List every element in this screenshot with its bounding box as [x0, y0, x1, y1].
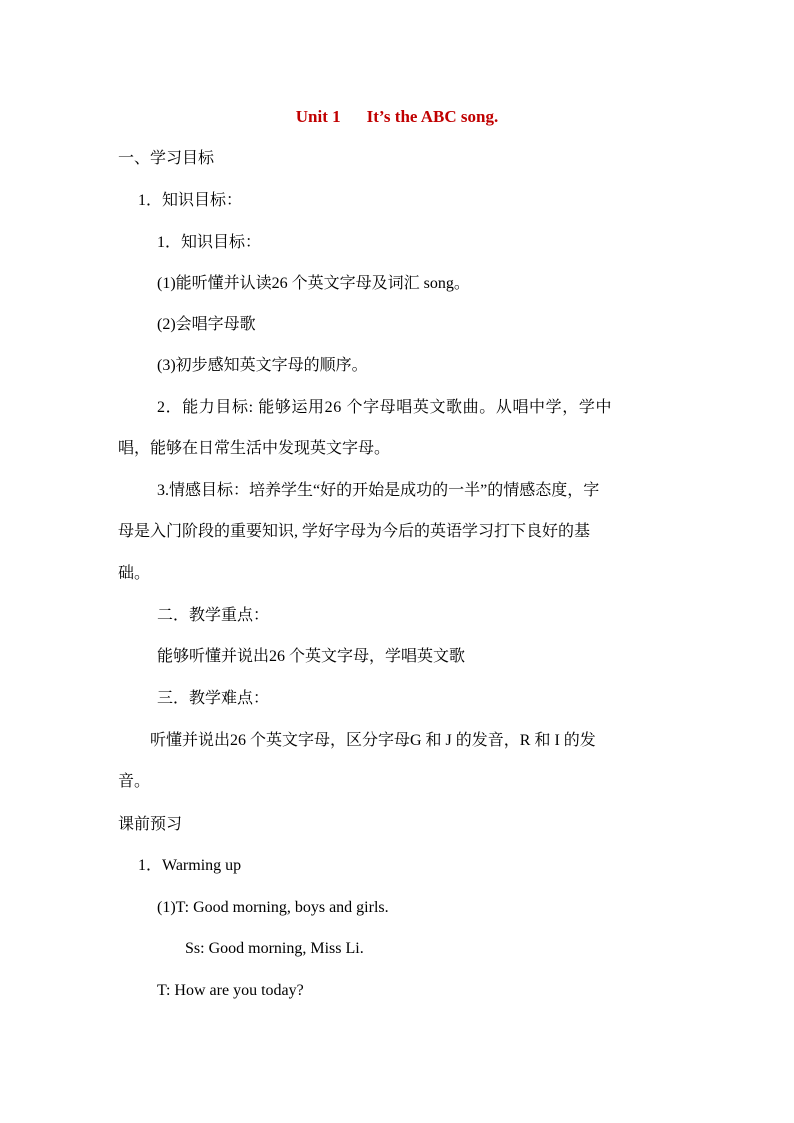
unit-label: Unit 1 [295, 107, 341, 126]
warming-up-heading: 1．Warming up [138, 857, 242, 874]
key-points-heading: 二．教学重点： [157, 607, 270, 624]
ability-objective-line-2: 唱，能够在日常生活中发现英文字母。 [118, 440, 391, 457]
dialogue-line-1: (1)T: Good morning, boys and girls. [157, 899, 389, 916]
objective-item-3: (3)初步感知英文字母的顺序。 [157, 357, 368, 374]
knowledge-objective-subheading: 1．知识目标： [157, 234, 262, 251]
document-title [0, 107, 794, 127]
section-heading-objectives: 一、学习目标 [118, 150, 215, 167]
unit-name: It’s the ABC song. [366, 107, 499, 126]
difficulties-line-1: 听懂并说出26 个英文字母，区分字母G 和 J 的发音，R 和 I 的发 [150, 732, 596, 749]
emotion-objective-line-1: 3.情感目标：培养学生“好的开始是成功的一半”的情感态度，字 [157, 482, 600, 499]
difficulties-heading: 三．教学难点： [157, 690, 270, 707]
difficulties-line-2: 音。 [118, 773, 151, 790]
objective-item-1: (1)能听懂并认读26 个英文字母及词汇 song。 [157, 275, 470, 292]
emotion-objective-line-2: 母是入门阶段的重要知识, 学好字母为今后的英语学习打下良好的基 [118, 523, 591, 540]
preview-heading: 课前预习 [118, 816, 183, 833]
dialogue-line-3: T: How are you today? [157, 982, 304, 999]
emotion-objective-line-3: 础。 [118, 565, 151, 582]
dialogue-line-2: Ss: Good morning, Miss Li. [185, 940, 364, 957]
ability-objective-line-1: 2．能力目标: 能够运用26 个字母唱英文歌曲。从唱中学，学中 [157, 399, 613, 416]
key-points-text: 能够听懂并说出26 个英文字母，学唱英文歌 [157, 648, 466, 665]
knowledge-objective-heading: 1．知识目标： [138, 192, 243, 209]
objective-item-2: (2)会唱字母歌 [157, 316, 256, 333]
